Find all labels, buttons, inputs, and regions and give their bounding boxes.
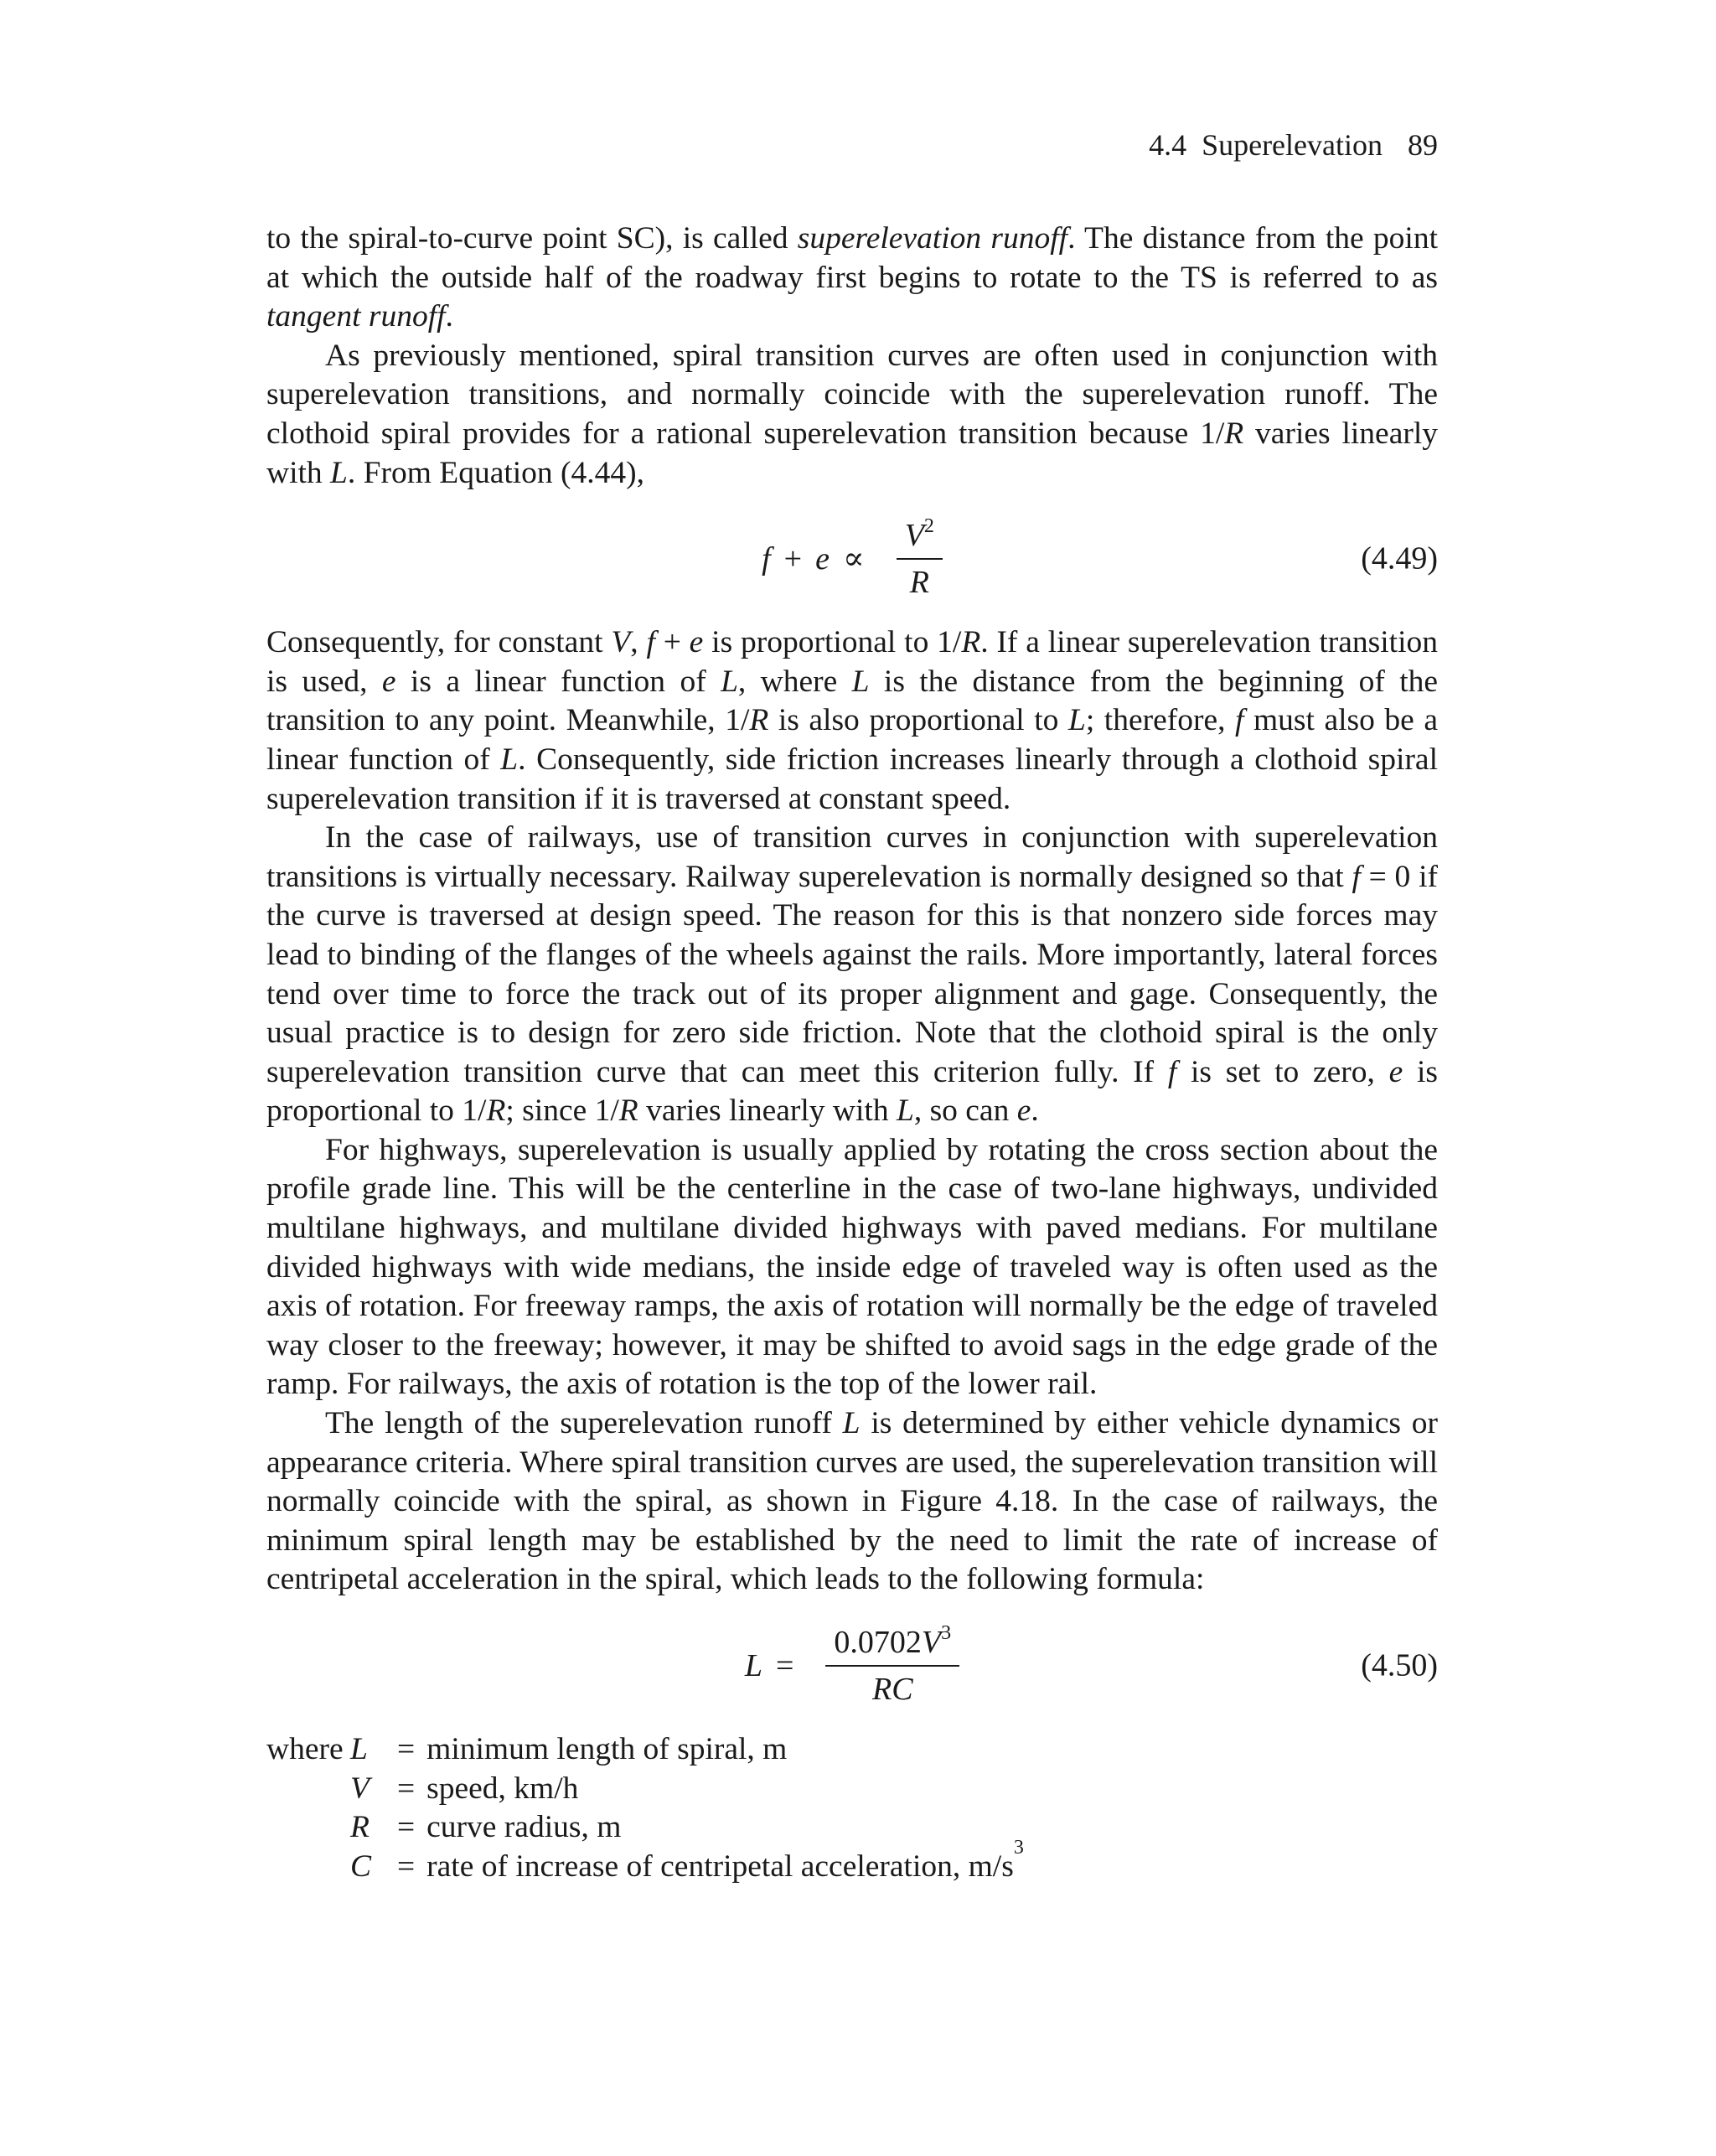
section-number: 4.4 (1149, 128, 1187, 162)
section-title: Superelevation (1202, 128, 1383, 162)
paragraph: The length of the superelevation runoff L is determined by either vehicle dynamics or appearance criteria. Where spiral transition curves are used, the superelevation transition will normally coincide with the spiral, as shown in Figure 4.18. In the case of railways, the minimum spiral length may be established by the need to limit the rate of increase of centripetal acceleration in the spiral, which leads to the following formula: (266, 1406, 1438, 1597)
definition-row: C = rate of increase of centripetal acceleration, m/s 3 (350, 1836, 1024, 1884)
page-number: 89 (1408, 128, 1438, 162)
variable-definitions (266, 1730, 1438, 1886)
paragraph: For highways, superelevation is usually applied by rotating the cross section about the profile grade line. This will be the centerline in the case of two-lane highways, undivided multilane highways, and multilane divided highways with paved medians. For multilane divided highways with wide medians, the inside edge of traveled way is often used as the axis of rotation. For freeway ramps, the axis of rotation will normally be the edge of traveled way closer to the freeway; however, it may be shifted to avoid sags in the edge grade of the ramp. For railways, the axis of rotation is the top of the lower rail. (266, 1132, 1438, 1402)
equation-4-49: f + e ∝ $\frac{V^2}{R}$ (4.49) (762, 515, 1438, 601)
fraction: $\frac{0.0702V^3}{RC}$ (825, 1623, 959, 1709)
equation-4-50: L = $\frac{0.0702V^3}{RC}$ (4.50) (744, 1622, 1438, 1707)
emphasis: superelevation runoff (797, 221, 1068, 256)
paragraph: to the spiral-to-curve point SC), is called superelevation runoff. The distance from the point at which the outside half of the roadway first begins to rotate to the TS is referred to as tangent runoff. (266, 221, 1438, 334)
paragraph: Consequently, for constant V, f + e is proportional to 1/R. If a linear superelevation transition is used, e is a linear function of L, where L is the distance from the beginning of the transition to any point. Meanwhile, 1/R is also proportional to L; therefore, f must also be a linear function of L. Consequently, side friction increases linearly through a clothoid spiral superelevation transition if it is traversed at constant speed. (266, 625, 1439, 816)
paragraph: As previously mentioned, spiral transition curves are often used in conjunction with superelevation transitions, and normally coincide with the superelevation runoff. The clothoid spiral provides for a rational superelevation transition because 1/R varies linearly with L. From Equation (4.44), (266, 338, 1439, 490)
equation-number: (4.49) (1361, 540, 1438, 576)
paragraph: In the case of railways, use of transition curves in conjunction with superelevation transitions is virtually necessary. Railway superelevation is normally designed so that f = 0 if the curve is traversed at design speed. The reason for this is that nonzero side forces may lead to binding of the flanges of the wheels against the rails. More importantly, lateral forces tend over time to force the track out of its proper alignment and gage. Consequently, the usual practice is to design for zero side friction. Note that the clothoid spiral is the only superelevation transition curve that can meet this criterion fully. If f is set to zero, e is proportional to 1/R; since 1/R varies linearly with L, so can e. (266, 820, 1438, 1129)
definition-row: R = curve radius, m (350, 1810, 622, 1845)
running-header (1149, 126, 1438, 164)
equation-number: (4.50) (1361, 1647, 1438, 1683)
fraction: $\frac{V^2}{R}$ (897, 516, 943, 602)
body-text (266, 220, 1438, 1886)
definition-row: V = speed, km/h (350, 1771, 579, 1806)
emphasis: tangent runoff (266, 299, 446, 334)
definition-row: where L = minimum length of spiral, m (266, 1732, 788, 1766)
